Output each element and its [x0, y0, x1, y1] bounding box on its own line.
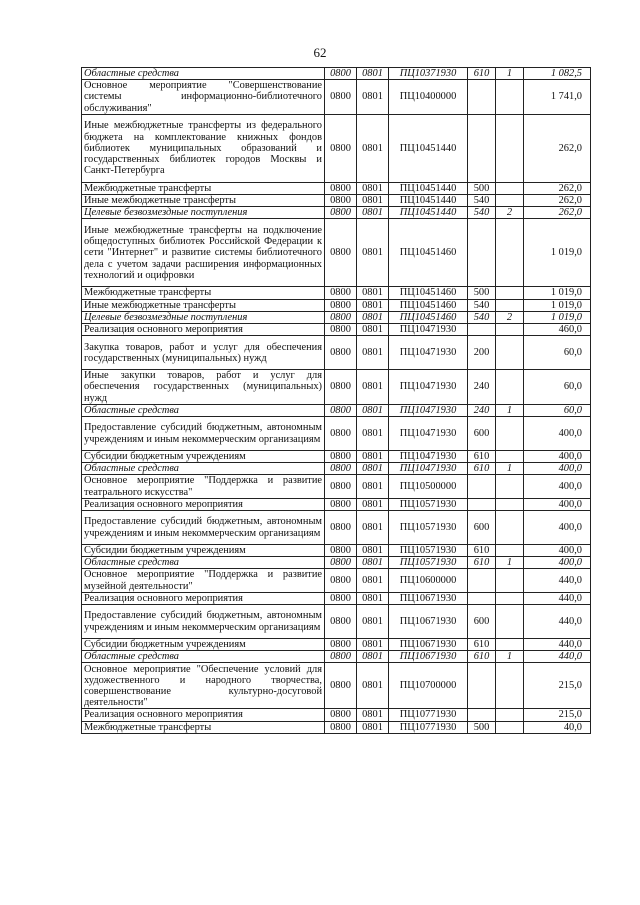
subsection-code: 0801 — [357, 80, 389, 115]
table-row — [82, 498, 591, 510]
section-code: 0800 — [325, 592, 357, 604]
amount: 40,0 — [524, 721, 591, 733]
subsection-code: 0801 — [357, 336, 389, 370]
table-row — [82, 207, 591, 219]
target-article-code: ПЦ10451440 — [389, 195, 468, 207]
section-code: 0800 — [325, 195, 357, 207]
row-name: Иные межбюджетные трансферты на подключение общедоступных библиотек Российской Федерации к сети "Интернет" и развитие системы библиотечного дела с учетом задачи расширения информационных технологий и оцифровки — [82, 219, 325, 287]
expense-type-code: 200 — [468, 336, 496, 370]
section-code: 0800 — [325, 182, 357, 194]
target-article-code: ПЦ10500000 — [389, 475, 468, 498]
table-row — [82, 569, 591, 592]
expense-type-code — [468, 114, 496, 182]
table-row — [82, 511, 591, 545]
expense-type-code — [468, 324, 496, 336]
section-code: 0800 — [325, 557, 357, 569]
amount: 262,0 — [524, 195, 591, 207]
section-code: 0800 — [325, 545, 357, 557]
target-article-code: ПЦ10451440 — [389, 114, 468, 182]
subsection-code: 0801 — [357, 219, 389, 287]
subsection-code: 0801 — [357, 545, 389, 557]
funding-source-code — [496, 80, 524, 115]
expense-type-code: 540 — [468, 311, 496, 323]
table-row — [82, 639, 591, 651]
subsection-code: 0801 — [357, 569, 389, 592]
row-name: Иные закупки товаров, работ и услуг для обеспечения государственных (муниципальных) нужд — [82, 370, 325, 405]
section-code: 0800 — [325, 605, 357, 639]
section-code: 0800 — [325, 207, 357, 219]
amount: 262,0 — [524, 114, 591, 182]
funding-source-code — [496, 195, 524, 207]
amount: 440,0 — [524, 651, 591, 663]
target-article-code: ПЦ10471930 — [389, 370, 468, 405]
table-row — [82, 605, 591, 639]
section-code: 0800 — [325, 663, 357, 709]
amount: 400,0 — [524, 463, 591, 475]
row-name: Основное мероприятие "Поддержка и развитие музейной деятельности" — [82, 569, 325, 592]
subsection-code: 0801 — [357, 195, 389, 207]
row-name: Иные межбюджетные трансферты — [82, 299, 325, 311]
section-code: 0800 — [325, 114, 357, 182]
subsection-code: 0801 — [357, 311, 389, 323]
subsection-code: 0801 — [357, 404, 389, 416]
target-article-code: ПЦ10451460 — [389, 287, 468, 299]
row-name: Областные средства — [82, 68, 325, 80]
row-name: Предоставление субсидий бюджетным, автономным учреждениям и иным некоммерческим организациям — [82, 605, 325, 639]
section-code: 0800 — [325, 336, 357, 370]
table-row — [82, 80, 591, 115]
amount: 440,0 — [524, 639, 591, 651]
amount: 400,0 — [524, 545, 591, 557]
amount: 400,0 — [524, 475, 591, 498]
target-article-code: ПЦ10451440 — [389, 207, 468, 219]
row-name: Областные средства — [82, 404, 325, 416]
funding-source-code — [496, 721, 524, 733]
expense-type-code: 610 — [468, 68, 496, 80]
target-article-code: ПЦ10471930 — [389, 463, 468, 475]
section-code: 0800 — [325, 219, 357, 287]
row-name: Основное мероприятие "Совершенствование системы информационно-библиотечного обслуживания" — [82, 80, 325, 115]
funding-source-code: 1 — [496, 651, 524, 663]
row-name: Целевые безвозмездные поступления — [82, 207, 325, 219]
table-row — [82, 709, 591, 721]
row-name: Межбюджетные трансферты — [82, 721, 325, 733]
row-name: Субсидии бюджетным учреждениям — [82, 639, 325, 651]
amount: 262,0 — [524, 207, 591, 219]
target-article-code: ПЦ10471930 — [389, 336, 468, 370]
target-article-code: ПЦ10571930 — [389, 557, 468, 569]
funding-source-code — [496, 639, 524, 651]
table-row — [82, 287, 591, 299]
table-row — [82, 299, 591, 311]
target-article-code: ПЦ10451460 — [389, 311, 468, 323]
row-name: Областные средства — [82, 651, 325, 663]
funding-source-code: 1 — [496, 68, 524, 80]
expense-type-code: 610 — [468, 463, 496, 475]
target-article-code: ПЦ10671930 — [389, 651, 468, 663]
target-article-code: ПЦ10671930 — [389, 592, 468, 604]
funding-source-code — [496, 592, 524, 604]
row-name: Основное мероприятие "Поддержка и развитие театрального искусства" — [82, 475, 325, 498]
funding-source-code: 1 — [496, 463, 524, 475]
funding-source-code — [496, 324, 524, 336]
funding-source-code: 1 — [496, 404, 524, 416]
funding-source-code — [496, 182, 524, 194]
amount: 1 741,0 — [524, 80, 591, 115]
section-code: 0800 — [325, 451, 357, 463]
subsection-code: 0801 — [357, 299, 389, 311]
funding-source-code — [496, 114, 524, 182]
target-article-code: ПЦ10571930 — [389, 498, 468, 510]
section-code: 0800 — [325, 311, 357, 323]
section-code: 0800 — [325, 463, 357, 475]
expense-type-code — [468, 592, 496, 604]
expense-type-code: 540 — [468, 299, 496, 311]
row-name: Предоставление субсидий бюджетным, автономным учреждениям и иным некоммерческим организациям — [82, 511, 325, 545]
page-number: 62 — [313, 45, 327, 60]
subsection-code: 0801 — [357, 498, 389, 510]
section-code: 0800 — [325, 498, 357, 510]
expense-type-code — [468, 475, 496, 498]
expense-type-code: 610 — [468, 451, 496, 463]
expense-type-code — [468, 663, 496, 709]
table-row — [82, 219, 591, 287]
table-row — [82, 663, 591, 709]
amount: 400,0 — [524, 498, 591, 510]
amount: 440,0 — [524, 592, 591, 604]
table-row — [82, 463, 591, 475]
target-article-code: ПЦ10451460 — [389, 299, 468, 311]
target-article-code: ПЦ10671930 — [389, 639, 468, 651]
amount: 460,0 — [524, 324, 591, 336]
funding-source-code — [496, 451, 524, 463]
target-article-code: ПЦ10471930 — [389, 404, 468, 416]
subsection-code: 0801 — [357, 651, 389, 663]
row-name: Иные межбюджетные трансферты — [82, 195, 325, 207]
expense-type-code: 500 — [468, 721, 496, 733]
table-row — [82, 721, 591, 733]
expense-type-code: 240 — [468, 404, 496, 416]
subsection-code: 0801 — [357, 721, 389, 733]
row-name: Межбюджетные трансферты — [82, 287, 325, 299]
expense-type-code: 540 — [468, 207, 496, 219]
row-name: Иные межбюджетные трансферты из федерального бюджета на комплектование книжных фондов библиотек муниципальных образований и государственных библиотек городов Москвы и Санкт-Петербурга — [82, 114, 325, 182]
target-article-code: ПЦ10600000 — [389, 569, 468, 592]
amount: 400,0 — [524, 451, 591, 463]
amount: 215,0 — [524, 663, 591, 709]
expense-type-code: 240 — [468, 370, 496, 405]
amount: 262,0 — [524, 182, 591, 194]
target-article-code: ПЦ10471930 — [389, 451, 468, 463]
subsection-code: 0801 — [357, 709, 389, 721]
funding-source-code — [496, 545, 524, 557]
target-article-code: ПЦ10451460 — [389, 219, 468, 287]
table-row — [82, 651, 591, 663]
row-name: Субсидии бюджетным учреждениям — [82, 451, 325, 463]
row-name: Межбюджетные трансферты — [82, 182, 325, 194]
amount: 215,0 — [524, 709, 591, 721]
section-code: 0800 — [325, 709, 357, 721]
funding-source-code — [496, 498, 524, 510]
subsection-code: 0801 — [357, 463, 389, 475]
expense-type-code — [468, 709, 496, 721]
target-article-code: ПЦ10471930 — [389, 324, 468, 336]
funding-source-code — [496, 336, 524, 370]
subsection-code: 0801 — [357, 511, 389, 545]
expense-type-code — [468, 80, 496, 115]
funding-source-code: 1 — [496, 557, 524, 569]
target-article-code: ПЦ10571930 — [389, 511, 468, 545]
funding-source-code: 2 — [496, 311, 524, 323]
expense-type-code — [468, 498, 496, 510]
expense-type-code: 610 — [468, 545, 496, 557]
table-row — [82, 557, 591, 569]
section-code: 0800 — [325, 404, 357, 416]
section-code: 0800 — [325, 68, 357, 80]
amount: 1 019,0 — [524, 299, 591, 311]
subsection-code: 0801 — [357, 663, 389, 709]
row-name: Субсидии бюджетным учреждениям — [82, 545, 325, 557]
target-article-code: ПЦ10771930 — [389, 709, 468, 721]
funding-source-code — [496, 663, 524, 709]
target-article-code: ПЦ10700000 — [389, 663, 468, 709]
funding-source-code — [496, 287, 524, 299]
section-code: 0800 — [325, 569, 357, 592]
expense-type-code: 610 — [468, 557, 496, 569]
expense-type-code: 500 — [468, 182, 496, 194]
section-code: 0800 — [325, 299, 357, 311]
expense-type-code: 500 — [468, 287, 496, 299]
target-article-code: ПЦ10771930 — [389, 721, 468, 733]
subsection-code: 0801 — [357, 417, 389, 451]
amount: 60,0 — [524, 404, 591, 416]
amount: 440,0 — [524, 605, 591, 639]
section-code: 0800 — [325, 80, 357, 115]
table-row — [82, 592, 591, 604]
table-row — [82, 324, 591, 336]
row-name: Основное мероприятие "Обеспечение условий для художественного и народного творчества, совершенствование культурно-досуговой деятельности" — [82, 663, 325, 709]
amount: 440,0 — [524, 569, 591, 592]
row-name: Предоставление субсидий бюджетным, автономным учреждениям и иным некоммерческим организациям — [82, 417, 325, 451]
target-article-code: ПЦ10400000 — [389, 80, 468, 115]
target-article-code: ПЦ10451440 — [389, 182, 468, 194]
table-row — [82, 545, 591, 557]
expense-type-code: 540 — [468, 195, 496, 207]
row-name: Реализация основного мероприятия — [82, 709, 325, 721]
funding-source-code — [496, 370, 524, 405]
table-row — [82, 451, 591, 463]
table-row — [82, 195, 591, 207]
funding-source-code: 2 — [496, 207, 524, 219]
target-article-code: ПЦ10671930 — [389, 605, 468, 639]
subsection-code: 0801 — [357, 207, 389, 219]
subsection-code: 0801 — [357, 114, 389, 182]
expense-type-code: 610 — [468, 639, 496, 651]
table-row — [82, 404, 591, 416]
table-row — [82, 114, 591, 182]
funding-source-code — [496, 511, 524, 545]
row-name: Областные средства — [82, 463, 325, 475]
subsection-code: 0801 — [357, 68, 389, 80]
amount: 400,0 — [524, 417, 591, 451]
subsection-code: 0801 — [357, 592, 389, 604]
row-name: Реализация основного мероприятия — [82, 324, 325, 336]
expense-type-code: 600 — [468, 605, 496, 639]
row-name: Реализация основного мероприятия — [82, 498, 325, 510]
amount: 400,0 — [524, 557, 591, 569]
amount: 400,0 — [524, 511, 591, 545]
subsection-code: 0801 — [357, 451, 389, 463]
budget-table — [81, 67, 591, 734]
amount: 60,0 — [524, 370, 591, 405]
funding-source-code — [496, 605, 524, 639]
funding-source-code — [496, 475, 524, 498]
section-code: 0800 — [325, 370, 357, 405]
target-article-code: ПЦ10571930 — [389, 545, 468, 557]
amount: 60,0 — [524, 336, 591, 370]
expense-type-code — [468, 219, 496, 287]
section-code: 0800 — [325, 721, 357, 733]
funding-source-code — [496, 569, 524, 592]
funding-source-code — [496, 417, 524, 451]
section-code: 0800 — [325, 324, 357, 336]
section-code: 0800 — [325, 639, 357, 651]
row-name: Реализация основного мероприятия — [82, 592, 325, 604]
subsection-code: 0801 — [357, 557, 389, 569]
section-code: 0800 — [325, 417, 357, 451]
subsection-code: 0801 — [357, 639, 389, 651]
funding-source-code — [496, 709, 524, 721]
section-code: 0800 — [325, 651, 357, 663]
table-row — [82, 417, 591, 451]
funding-source-code — [496, 299, 524, 311]
subsection-code: 0801 — [357, 287, 389, 299]
amount: 1 082,5 — [524, 68, 591, 80]
expense-type-code: 600 — [468, 417, 496, 451]
target-article-code: ПЦ10371930 — [389, 68, 468, 80]
table-row — [82, 475, 591, 498]
amount: 1 019,0 — [524, 311, 591, 323]
subsection-code: 0801 — [357, 475, 389, 498]
row-name: Областные средства — [82, 557, 325, 569]
expense-type-code — [468, 569, 496, 592]
subsection-code: 0801 — [357, 182, 389, 194]
funding-source-code — [496, 219, 524, 287]
table-row — [82, 68, 591, 80]
table-row — [82, 182, 591, 194]
expense-type-code: 610 — [468, 651, 496, 663]
subsection-code: 0801 — [357, 324, 389, 336]
row-name: Закупка товаров, работ и услуг для обеспечения государственных (муниципальных) нужд — [82, 336, 325, 370]
section-code: 0800 — [325, 287, 357, 299]
amount: 1 019,0 — [524, 219, 591, 287]
expense-type-code: 600 — [468, 511, 496, 545]
subsection-code: 0801 — [357, 605, 389, 639]
subsection-code: 0801 — [357, 370, 389, 405]
table-row — [82, 370, 591, 405]
table-row — [82, 336, 591, 370]
row-name: Целевые безвозмездные поступления — [82, 311, 325, 323]
target-article-code: ПЦ10471930 — [389, 417, 468, 451]
section-code: 0800 — [325, 475, 357, 498]
amount: 1 019,0 — [524, 287, 591, 299]
section-code: 0800 — [325, 511, 357, 545]
table-row — [82, 311, 591, 323]
